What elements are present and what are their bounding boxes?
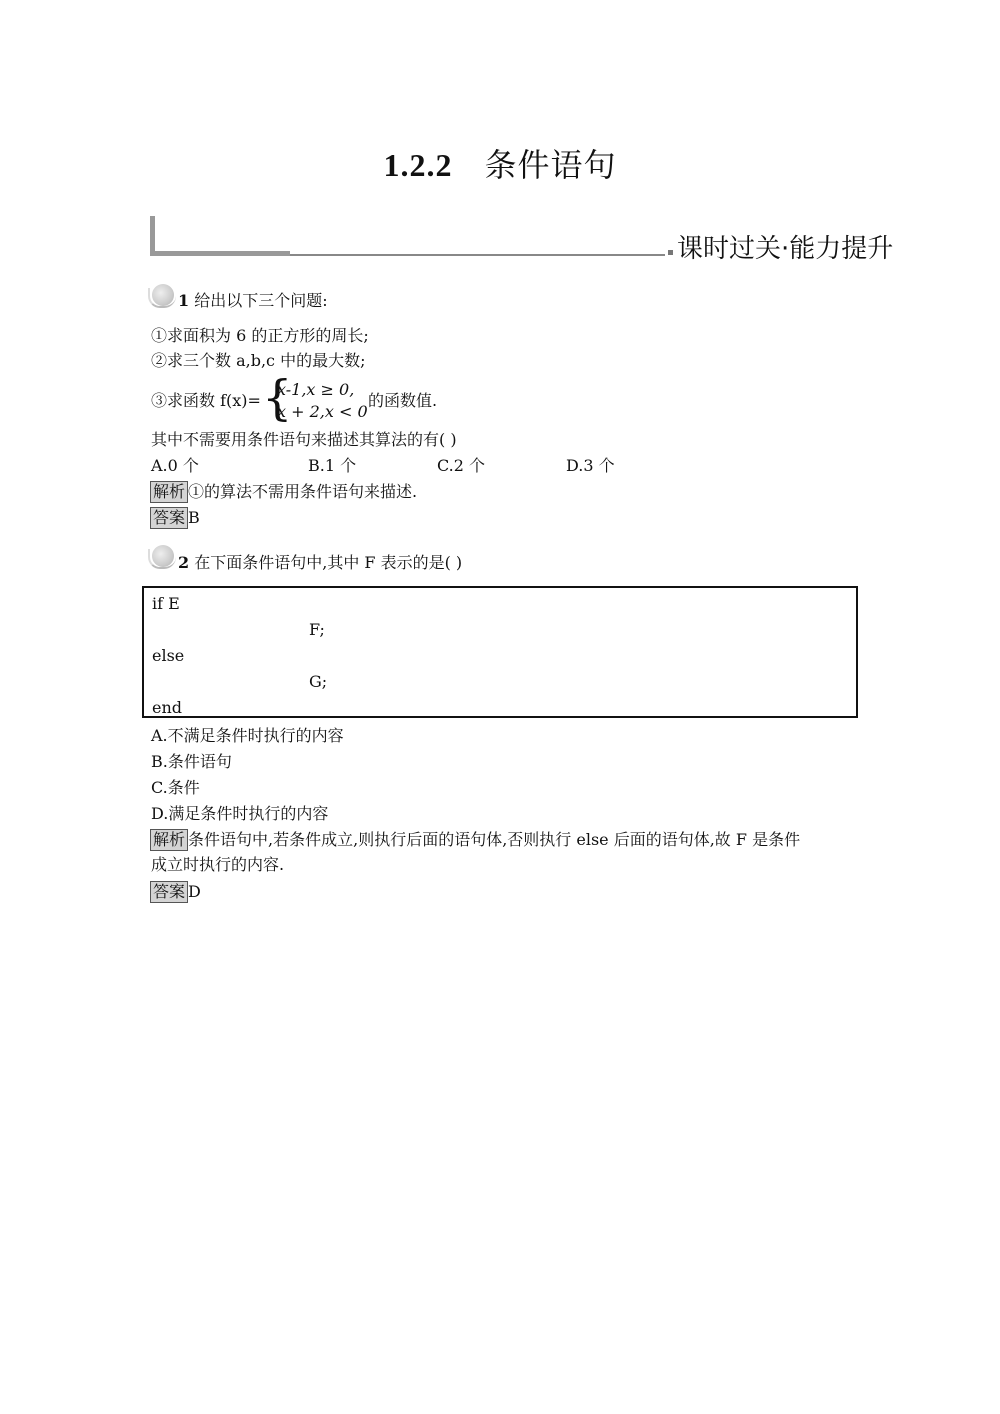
q2-option-d: D.满足条件时执行的内容 [151, 804, 329, 823]
code-line-if: if E [152, 594, 180, 613]
q1-analysis-text: ①的算法不需用条件语句来描述. [188, 482, 418, 501]
q1-item-2: ②求三个数 a,b,c 中的最大数; [151, 351, 366, 370]
banner-dot [668, 250, 673, 255]
banner-text: 课时过关·能力提升 [677, 234, 894, 264]
code-line-g: G; [309, 672, 328, 691]
banner-vertical-bar [150, 216, 155, 256]
code-line-end: end [152, 698, 183, 717]
q1-item-3-suffix: 的函数值. [368, 391, 438, 410]
q1-case-2: x + 2,x < 0 [277, 402, 368, 421]
code-box [142, 586, 858, 718]
q2-option-b: B.条件语句 [151, 752, 232, 771]
q2-answer [150, 881, 201, 903]
answer-tag: 答案 [150, 507, 188, 529]
q1-item-3-prefix: ③求函数 f(x)= [151, 391, 261, 410]
answer-tag: 答案 [150, 881, 188, 903]
q2-answer-text: D [188, 882, 201, 901]
q2-stem: 在下面条件语句中,其中 F 表示的是( ) [194, 553, 463, 572]
code-line-f: F; [309, 620, 325, 639]
section-title: 条件语句 [484, 146, 617, 184]
piecewise-brace: { [262, 370, 293, 426]
q2-analysis-line-2: 成立时执行的内容. [151, 855, 285, 874]
q1-option-a: A.0 个 [151, 456, 199, 475]
q1-option-d: D.3 个 [566, 456, 615, 475]
q1-item-1: ①求面积为 6 的正方形的周长; [151, 326, 369, 345]
q2-number: 2 [178, 553, 190, 572]
banner-horizontal-bar [150, 251, 290, 256]
q1-question: 其中不需要用条件语句来描述其算法的有( ) [151, 430, 457, 449]
q1-option-c: C.2 个 [437, 456, 486, 475]
code-line-else: else [152, 646, 185, 665]
page-title [0, 140, 1000, 186]
q2-analysis-line-1: 条件语句中,若条件成立,则执行后面的语句体,否则执行 else 后面的语句体,故 F 是条件 [188, 830, 801, 849]
analysis-tag: 解析 [150, 829, 188, 851]
analysis-tag: 解析 [150, 481, 188, 503]
q1-option-b: B.1 个 [308, 456, 357, 475]
question-marker-icon [152, 545, 174, 567]
q1-answer-text: B [188, 508, 200, 527]
banner-line [290, 254, 665, 256]
q2-option-a: A.不满足条件时执行的内容 [151, 726, 344, 745]
q1-answer [150, 507, 200, 529]
q1-number: 1 [178, 291, 190, 310]
q2-option-c: C.条件 [151, 778, 200, 797]
q2-stem-line [178, 553, 462, 573]
q1-stem: 给出以下三个问题: [194, 291, 328, 310]
question-marker-icon [152, 284, 174, 306]
q1-case-1: x-1,x ≥ 0, [277, 380, 355, 399]
q1-analysis [150, 481, 417, 503]
q2-analysis [150, 829, 800, 851]
section-number: 1.2.2 [383, 147, 453, 183]
q1-stem-line [178, 291, 328, 311]
section-banner [150, 216, 894, 266]
